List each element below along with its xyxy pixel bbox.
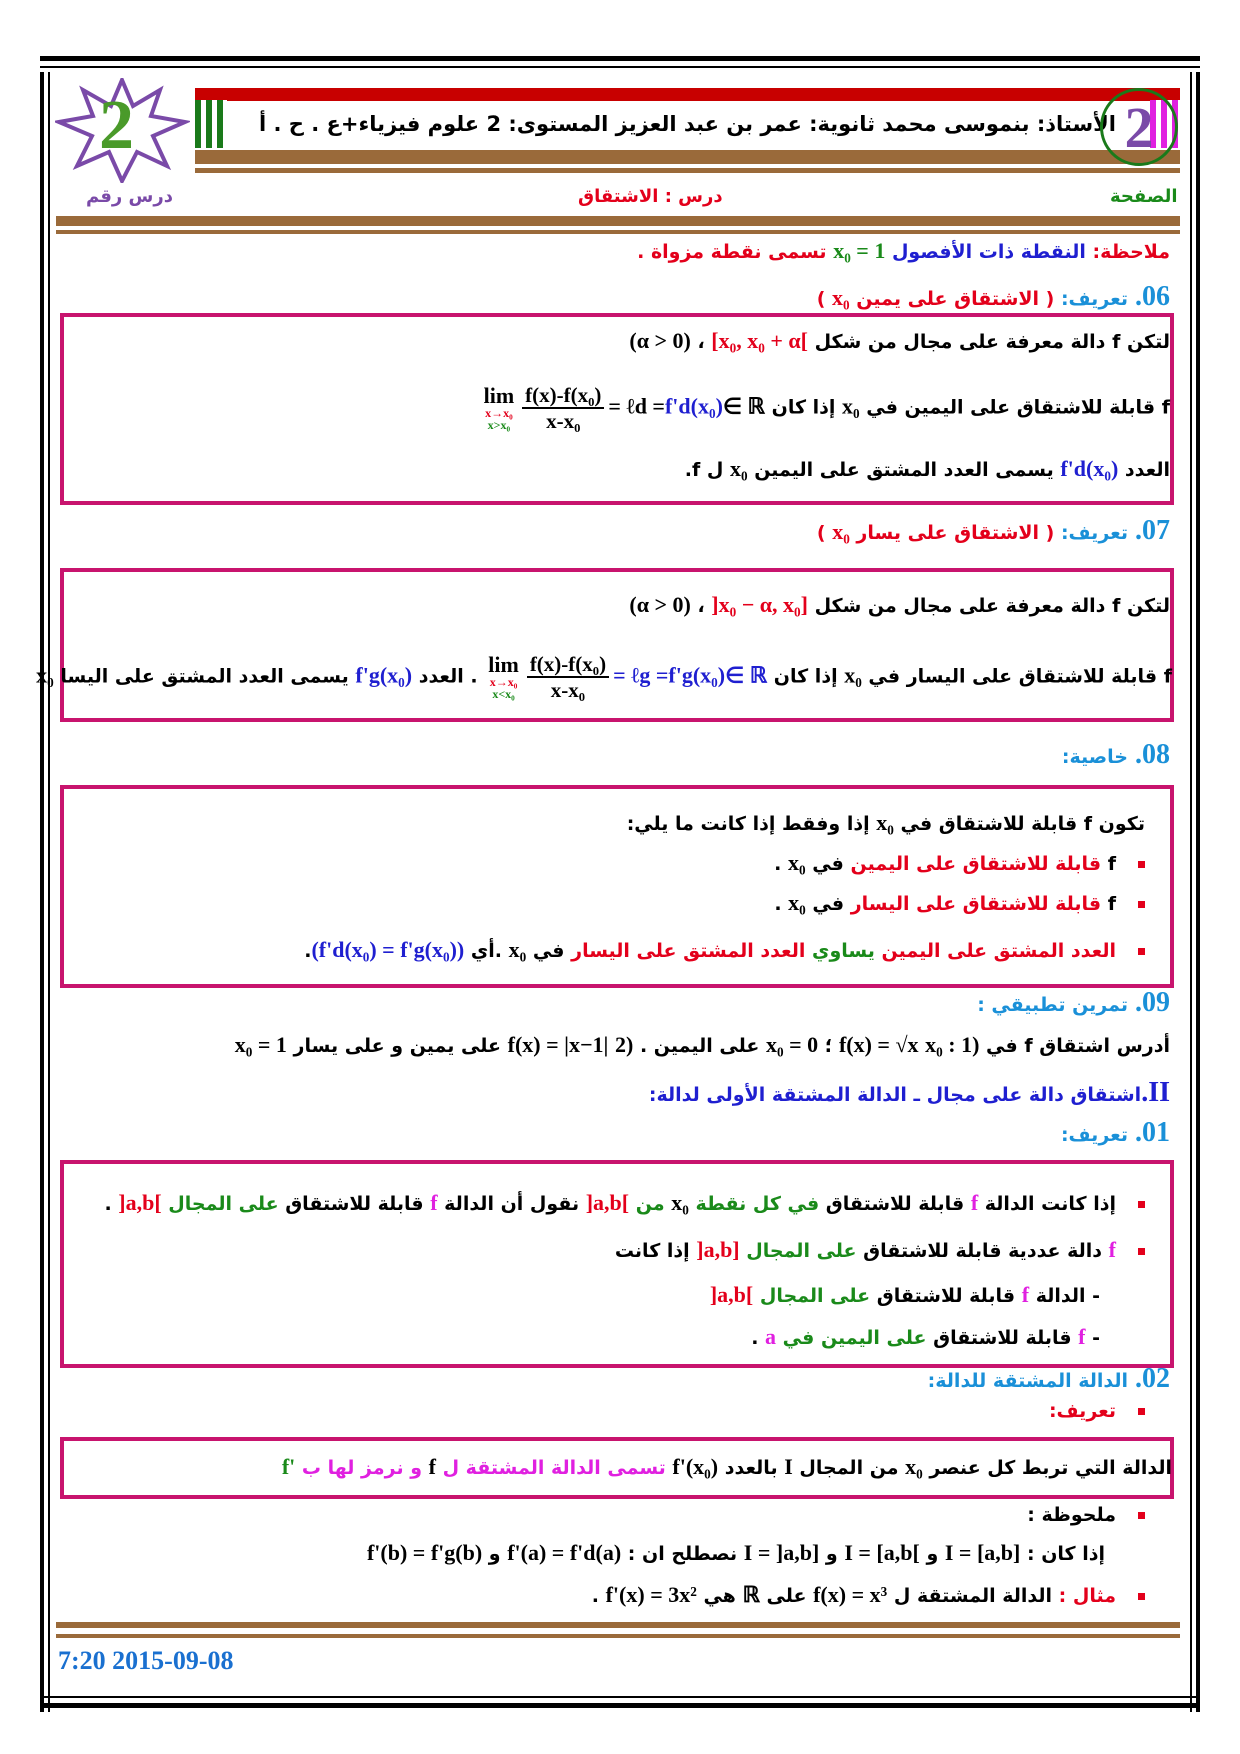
text-segment: يسمى العدد المشتق على اليمين (747, 459, 1061, 481)
top-border-inner (40, 66, 1200, 68)
text-line-rem (1027, 1500, 1145, 1530)
text-segment: في كل نقطة (688, 1193, 820, 1215)
text-segment: إذا كان (764, 396, 843, 419)
text-segment: ) (816, 522, 833, 544)
lesson-number-label: درس رقم (86, 186, 173, 207)
math-expression: f'g(x₀) (668, 662, 726, 688)
text-segment: تعريف: (1054, 288, 1128, 310)
text-segment: II. (1141, 1077, 1170, 1108)
math-expression: a (765, 1324, 777, 1349)
top-border (40, 56, 1200, 61)
math-expression: I = ]a,b] (743, 1540, 820, 1565)
math-expression: [x₀, x₀ + α[ (711, 328, 808, 353)
bullet-icon (1138, 861, 1145, 868)
text-line-h07 (817, 516, 1170, 548)
text-segment: نصطلح ان : (621, 1543, 744, 1565)
footer-rule (56, 1622, 1180, 1628)
math-expression: x₀ : 1) (925, 1032, 980, 1057)
text-segment: . (774, 853, 788, 875)
fraction-denominator: x-x₀ (550, 678, 586, 703)
math-expression: ]a,b[ (585, 1190, 630, 1215)
page-number: 2 (1124, 94, 1154, 160)
text-segment: الدالة المشتقة للدالة: (927, 1370, 1128, 1392)
text-segment: على المجال (753, 1285, 871, 1307)
text-segment: f (1101, 853, 1116, 875)
text-segment: الدالة التي تربط كل عنصر (922, 1457, 1172, 1479)
fraction-numerator: f(x)-f(x₀) (522, 383, 604, 409)
text-segment: . (104, 1193, 119, 1215)
text-segment: . (751, 1327, 766, 1349)
text-segment: اشتقاق دالة على مجال ـ الدالة المشتقة الأولى لدالة: (648, 1084, 1142, 1106)
text-line-hII (649, 1078, 1170, 1110)
text-segment: على المجال (739, 1240, 857, 1262)
math-expression: x₀ (844, 662, 862, 688)
math-expression: I = [a,b[ (844, 1540, 920, 1565)
limit-symbol: lim (488, 652, 519, 678)
math-expression: f'(b) = f'g(b) (366, 1540, 483, 1565)
text-segment: تسمى الدالة المشتقة ل (435, 1457, 673, 1479)
math-expression: f'(x) = 3x² (605, 1582, 697, 1607)
bullet-icon (1138, 1408, 1145, 1415)
text-segment: في (805, 893, 851, 915)
text-segment: هي (696, 1585, 743, 1607)
text-line-h09 (977, 988, 1170, 1020)
text-segment: أدرس اشتقاق f في (979, 1035, 1170, 1057)
text-line-b3l3 (774, 888, 1145, 919)
math-expression: ∈ ℝ (722, 393, 765, 419)
dash-marker: - (1085, 1285, 1100, 1307)
text-segment: قابلة للاشتقاق (819, 1193, 971, 1215)
text-segment: إذا وفقط إذا كانت ما يلي: (626, 813, 877, 835)
text-segment: تمرين تطبيقي : (977, 994, 1128, 1016)
text-line-note (637, 236, 1170, 267)
text-line-b4l4 (751, 1322, 1100, 1353)
math-expression: x₀ (508, 937, 527, 962)
math-expression: x₀ (905, 1454, 923, 1479)
bullet-icon (1138, 901, 1145, 908)
math-expression: f' (281, 1454, 296, 1479)
math-expression: I (784, 1454, 793, 1479)
fraction (522, 383, 604, 433)
text-segment: لتكن f دالة معرفة على مجال من شكل (807, 331, 1170, 353)
text-segment: تسمى نقطة مزواة . (637, 241, 834, 263)
text-segment: ( الاشتقاق على يمين (849, 288, 1055, 310)
text-segment: على المجال (161, 1193, 279, 1215)
text-segment: تعريف: (1054, 522, 1128, 544)
text-segment: قابلة للاشتقاق على اليمين (850, 853, 1102, 875)
text-segment: تعريف: (1060, 1124, 1128, 1146)
math-expression: f(x) = x³ (813, 1582, 888, 1607)
text-segment: يساوي (805, 940, 875, 962)
text-segment: من المجال (792, 1457, 906, 1479)
math-expression: f (428, 1454, 436, 1479)
text-segment: . (591, 1585, 606, 1607)
text-segment: f قابلة للاشتقاق على اليمين في (859, 396, 1170, 419)
text-segment: يسمى العدد المشتق على اليسا (53, 665, 356, 688)
limit-sub-approach: x→x₀ (485, 406, 513, 421)
math-expression: f (430, 1190, 438, 1215)
math-expression: ]x₀ − α, x₀] (711, 592, 808, 617)
text-segment: قابلة للاشتقاق (870, 1285, 1022, 1307)
text-segment: قابلة للاشتقاق (926, 1327, 1079, 1349)
limit-sub-condition: x>x₀ (487, 418, 511, 433)
text-segment: على اليمين في (776, 1327, 927, 1349)
text-segment: . العدد (412, 665, 485, 688)
text-line-b4l2 (615, 1235, 1145, 1266)
math-expression: (f'd(x₀) = f'g(x₀)) (311, 937, 465, 962)
footer-datetime: 7:20 2015-09-08 (58, 1646, 234, 1675)
text-segment: .أي (464, 940, 509, 962)
math-expression: f (1021, 1282, 1030, 1307)
bullet-icon (1138, 1593, 1145, 1600)
text-line-h06 (817, 282, 1170, 314)
text-line-def2 (1049, 1396, 1145, 1426)
limit-sub-approach: x→x₀ (489, 675, 518, 690)
text-line-b4l1 (104, 1188, 1145, 1219)
text-line-b3l2 (774, 848, 1145, 879)
bottom-border (40, 1696, 1200, 1698)
math-expression: 2) (615, 1032, 634, 1057)
bullet-icon (1138, 1512, 1145, 1519)
bullet-icon (1138, 948, 1145, 955)
footer-rule-2 (56, 1634, 1180, 1638)
math-expression: I = [a,b] (944, 1540, 1021, 1565)
math-expression: f'(a) = f'd(a) (507, 1540, 622, 1565)
text-line-b3l4 (304, 935, 1145, 966)
fraction (527, 652, 609, 702)
text-segment: ) (816, 288, 832, 310)
page-number-badge (1100, 88, 1178, 166)
math-expression: (α > 0) (629, 592, 691, 617)
text-segment: 02. (1128, 1363, 1170, 1394)
math-expression: x₀ = 1 (234, 1032, 287, 1057)
text-segment: 01. (1128, 1117, 1170, 1148)
text-segment: قابلة للاشتقاق على اليسار (850, 893, 1102, 915)
math-expression: f(x) = √x (838, 1032, 919, 1057)
text-line-b1l3 (685, 454, 1170, 485)
math-expression: x₀ (36, 662, 54, 688)
text-segment: ملاحظة: (1085, 241, 1170, 263)
math-expression: = ℓd = (608, 393, 665, 419)
math-expression: f (1108, 1237, 1116, 1262)
math-expression: x₀ (832, 285, 850, 310)
math-expression: x₀ (787, 850, 806, 875)
text-segment: على (759, 1585, 814, 1607)
math-expression: f'd(x₀) (1060, 456, 1119, 481)
text-line-h01 (1061, 1118, 1170, 1150)
text-segment: و (819, 1543, 845, 1565)
left-border-inner (48, 72, 50, 1712)
bullet-icon (1138, 1248, 1145, 1255)
text-segment: إذا كان (767, 665, 845, 688)
math-expression: ℝ (742, 1582, 760, 1607)
text-segment: العدد المشتق على اليمين (874, 940, 1116, 962)
math-expression: x₀ (832, 519, 850, 544)
right-border-inner (1190, 72, 1192, 1712)
text-segment: العدد المشتق على اليسار (571, 940, 806, 962)
text-segment: f قابلة للاشتقاق على اليسار في (861, 665, 1172, 688)
text-segment: في (526, 940, 572, 962)
math-expression: ∈ ℝ (725, 662, 768, 688)
text-segment: الدالة (1029, 1285, 1086, 1307)
page-label: الصفحة (1110, 186, 1178, 207)
right-border (1196, 72, 1200, 1712)
math-expression: = ℓg = (613, 662, 669, 688)
math-expression: x₀ (876, 810, 894, 835)
text-segment: ، (690, 331, 712, 353)
text-segment: f (1101, 893, 1116, 915)
math-expression: x₀ (788, 890, 806, 915)
header-bottom-rule (56, 216, 1180, 226)
lesson-number-star (55, 78, 190, 183)
math-expression: f (1078, 1324, 1086, 1349)
text-line-h02 (928, 1364, 1170, 1396)
math-expression: f'(x₀) (672, 1454, 719, 1479)
text-segment: على اليمين . (633, 1035, 766, 1057)
text-segment: النقطة ذات الأفصول (885, 241, 1086, 263)
text-line-rem1 (367, 1538, 1105, 1569)
text-segment: خاصية: (1061, 746, 1128, 768)
text-line-b4l3 (710, 1280, 1100, 1311)
text-line-b5l1 (282, 1452, 1172, 1483)
limit (488, 654, 519, 700)
math-expression: x₀ = 1 (833, 238, 886, 263)
text-segment: مثال : (1052, 1585, 1116, 1607)
text-segment: إذا كانت الدالة (978, 1193, 1116, 1215)
math-expression: x₀ (729, 456, 748, 481)
text-segment: 06. (1128, 281, 1170, 312)
header-title-bar (195, 100, 1180, 148)
math-expression: ]a,b[ (709, 1282, 754, 1307)
bullet-icon (1138, 1201, 1145, 1208)
text-segment: ، (690, 595, 712, 617)
fraction-numerator: f(x)-f(x₀) (527, 652, 609, 678)
text-line-b2l2 (36, 652, 1172, 702)
left-border (40, 72, 44, 1712)
text-segment: قابلة للاشتقاق (278, 1193, 431, 1215)
text-line-ex2 (592, 1580, 1145, 1611)
text-segment: و (482, 1543, 508, 1565)
fraction-denominator: x-x₀ (546, 409, 581, 434)
math-expression: f'g(x₀) (355, 662, 413, 688)
text-segment (608, 1035, 615, 1057)
text-line-h08 (1062, 740, 1170, 772)
math-expression: x₀ (842, 393, 860, 419)
text-line-b2l1 (629, 590, 1170, 621)
text-segment: نقول أن الدالة (437, 1193, 586, 1215)
text-line-b3l1 (627, 808, 1145, 839)
text-segment: ؛ (818, 1035, 839, 1057)
text-segment: ملحوظة : (1027, 1504, 1116, 1526)
text-segment: 07. (1128, 515, 1170, 546)
text-segment: و (919, 1543, 945, 1565)
text-segment: ل f. (684, 459, 730, 481)
limit (484, 385, 515, 431)
limit-symbol: lim (483, 383, 515, 409)
text-segment: 09. (1128, 987, 1170, 1018)
math-expression: x₀ = 0 (765, 1032, 819, 1057)
math-expression: x₀ (671, 1190, 689, 1215)
dash-marker: - (1085, 1327, 1100, 1349)
text-segment: لتكن f دالة معرفة على مجال من شكل (807, 595, 1170, 617)
text-segment: و نرمز لها ب (295, 1457, 429, 1479)
text-segment: ( الاشتقاق على يسار (849, 522, 1055, 544)
lesson-number: 2 (99, 87, 134, 164)
text-line-b1l2 (480, 383, 1170, 433)
math-expression: f (970, 1190, 979, 1215)
math-expression: ]a,b[ (118, 1190, 162, 1215)
text-line-b1l1 (629, 326, 1170, 357)
text-segment: تكون f قابلة للاشتقاق في (893, 813, 1145, 835)
header-brown-rule-2 (195, 168, 1180, 173)
header-brown-rule (195, 150, 1180, 164)
math-expression: (α > 0) (629, 328, 691, 353)
text-segment: دالة عددية قابلة للاشتقاق (856, 1240, 1109, 1262)
text-segment: تعريف: (1048, 1400, 1116, 1422)
bottom-border-outer (40, 1703, 1200, 1708)
text-segment: 08. (1128, 739, 1170, 770)
text-line-ex (235, 1030, 1170, 1061)
text-segment: إذا كان : (1020, 1543, 1105, 1565)
text-segment: بالعدد (718, 1457, 785, 1479)
limit-sub-condition: x<x₀ (492, 687, 515, 702)
text-segment: في (805, 853, 851, 875)
text-segment: الدالة المشتقة ل (887, 1585, 1053, 1607)
math-expression: f'd(x₀) (664, 393, 723, 419)
text-segment: العدد (1118, 459, 1170, 481)
teacher-line: الأستاذ: بنموسى محمد ثانوية: عمر بن عبد العزيز المستوى: 2 علوم فيزياء+ع . ح . أ (259, 112, 1116, 136)
text-segment: . (774, 893, 789, 915)
text-segment: من (629, 1193, 672, 1215)
math-expression: ]a,b] (696, 1237, 740, 1262)
green-stripes (195, 100, 227, 148)
lesson-title: درس : الاشتقاق (578, 186, 723, 207)
text-segment: . (304, 940, 312, 962)
text-segment: إذا كانت (614, 1240, 697, 1262)
text-segment: على يمين و على يسار (286, 1035, 508, 1057)
header-bottom-rule-2 (56, 230, 1180, 234)
math-expression: f(x) = |x−1| (507, 1032, 609, 1057)
